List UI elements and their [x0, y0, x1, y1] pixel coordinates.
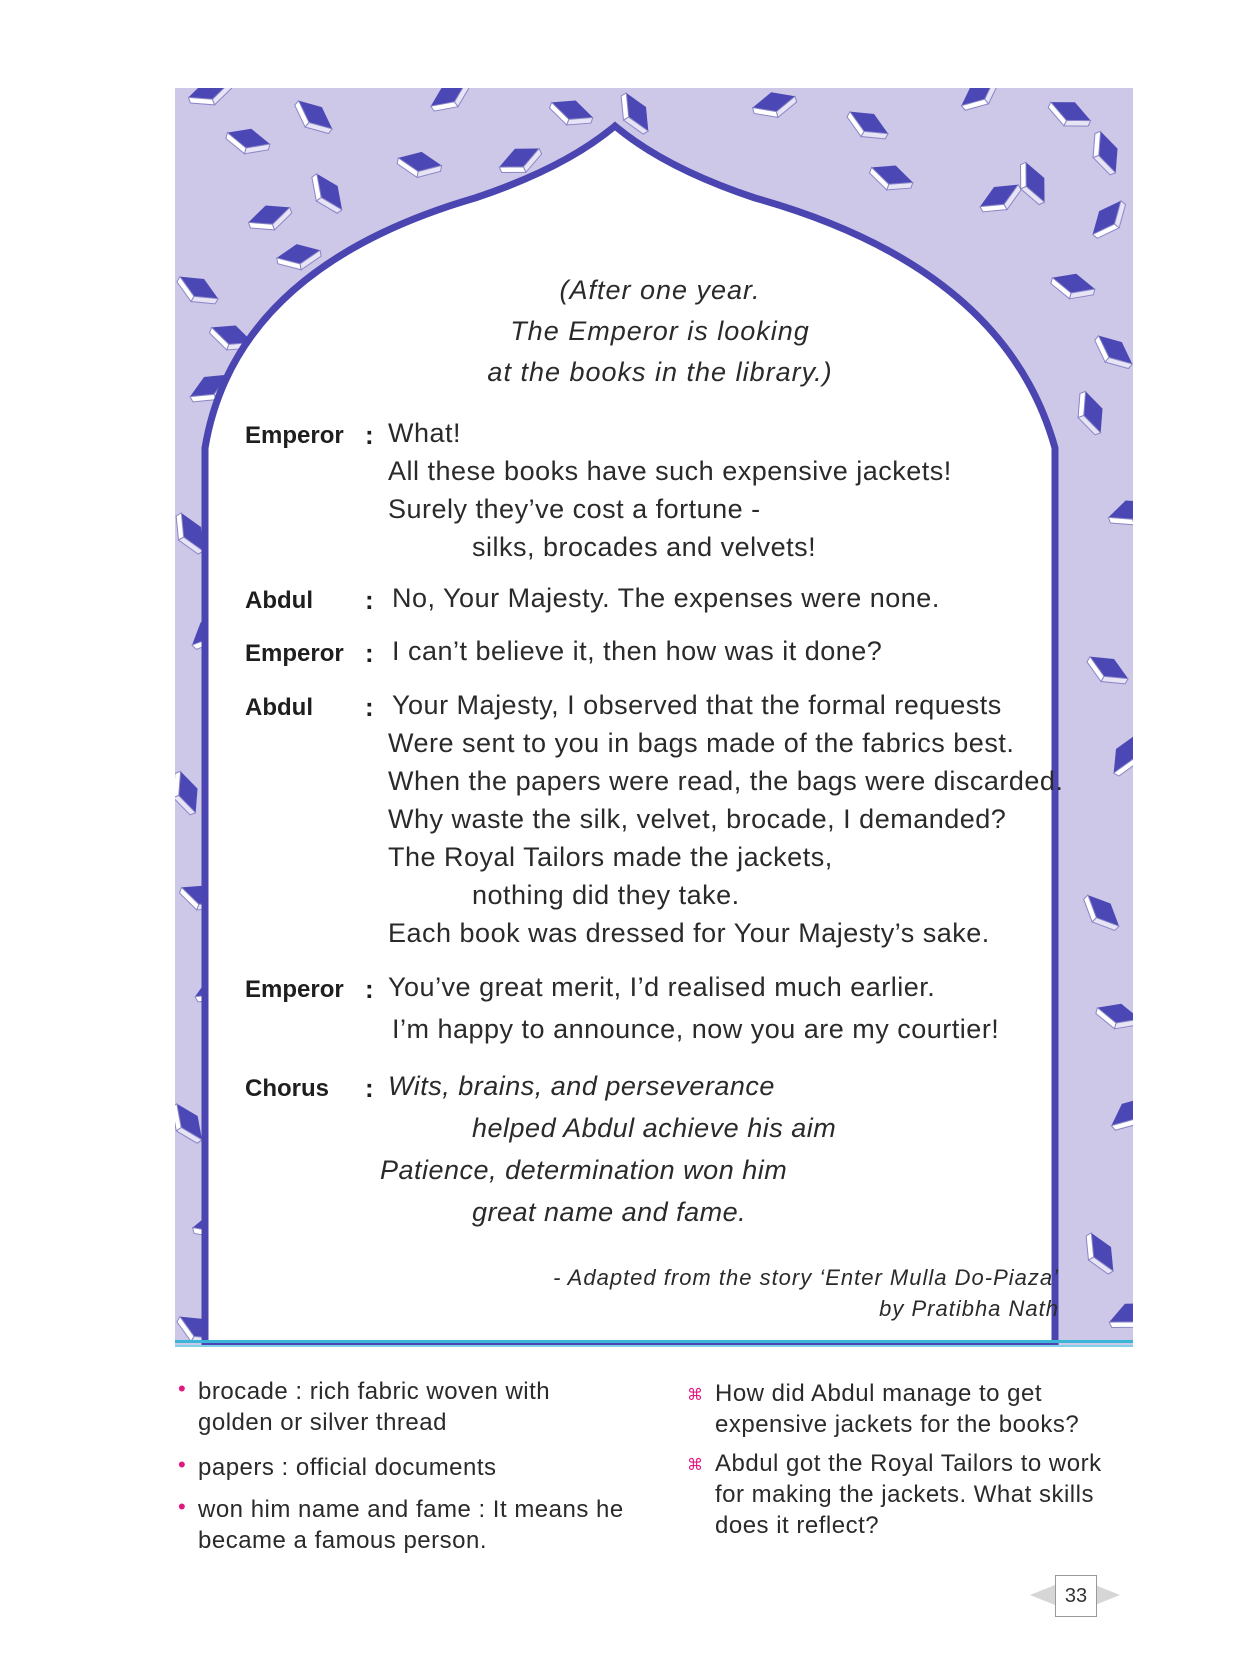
- glossary-item: brocade : rich fabric woven with golden or silver thread: [198, 1378, 551, 1436]
- speaker-name: Emperor: [245, 976, 344, 1003]
- bullet-icon: •: [178, 1494, 186, 1519]
- divider-rule: [175, 1340, 1133, 1343]
- stage-line: (After one year.: [559, 275, 761, 305]
- dialogue-line: great name and fame.: [472, 1197, 747, 1227]
- dialogue-line: You’ve great merit, I’d realised much earlier.: [388, 972, 936, 1002]
- question-item: How did Abdul manage to get expensive jackets for the books?: [715, 1380, 1080, 1438]
- speaker-name: Abdul: [245, 587, 313, 614]
- question-item: Abdul got the Royal Tailors to work for making the jackets. What skills does it reflect?: [715, 1450, 1102, 1539]
- dialogue-line: The Royal Tailors made the jackets,: [388, 842, 833, 872]
- source-credit: - Adapted from the story ‘Enter Mulla Do-Piaza’: [553, 1265, 1059, 1290]
- dialogue-line: No, Your Majesty. The expenses were none.: [392, 583, 940, 613]
- dialogue-line: silks, brocades and velvets!: [472, 532, 817, 562]
- speaker-name: Emperor: [245, 422, 344, 449]
- speaker-name: Chorus: [245, 1075, 329, 1102]
- stage-line: The Emperor is looking: [510, 316, 810, 346]
- dialogue-line: Patience, determination won him: [380, 1155, 788, 1185]
- dialogue-line: nothing did they take.: [472, 880, 740, 910]
- dialogue-line: Surely they’ve cost a fortune -: [388, 494, 761, 524]
- dialogue-line: Wits, brains, and perseverance: [388, 1071, 775, 1101]
- speaker-colon: :: [365, 974, 374, 1004]
- dialogue-line: When the papers were read, the bags were discarded.: [388, 766, 1064, 796]
- dialogue-line: I can’t believe it, then how was it done?: [392, 636, 883, 666]
- speaker-name: Abdul: [245, 694, 313, 721]
- speaker-colon: :: [365, 585, 374, 615]
- speaker-name: Emperor: [245, 640, 344, 667]
- stage-line: at the books in the library.): [487, 357, 833, 387]
- dialogue-line: All these books have such expensive jackets!: [388, 456, 952, 486]
- page-number-badge: [1030, 1575, 1120, 1621]
- page-number: 33: [1055, 1575, 1097, 1617]
- dialogue-line: I’m happy to announce, now you are my courtier!: [392, 1014, 1000, 1044]
- dialogue-line: helped Abdul achieve his aim: [472, 1113, 837, 1143]
- glossary-item: won him name and fame : It means he became a famous person.: [198, 1496, 624, 1554]
- bullet-icon: •: [178, 1452, 186, 1477]
- dialogue-line: Were sent to you in bags made of the fabrics best.: [388, 728, 1015, 758]
- dialogue-line: Your Majesty, I observed that the formal requests: [392, 690, 1002, 720]
- bullet-icon: •: [178, 1376, 186, 1401]
- speaker-colon: :: [365, 1073, 374, 1103]
- question-icon: ⌘: [687, 1457, 703, 1474]
- question-icon: ⌘: [687, 1387, 703, 1404]
- source-credit-author: by Pratibha Nath: [879, 1296, 1059, 1321]
- speaker-colon: :: [365, 638, 374, 668]
- dialogue-line: What!: [388, 418, 462, 448]
- speaker-colon: :: [365, 692, 374, 722]
- speaker-colon: :: [365, 420, 374, 450]
- dialogue-line: Each book was dressed for Your Majesty’s sake.: [388, 918, 990, 948]
- dialogue-line: Why waste the silk, velvet, brocade, I demanded?: [388, 804, 1007, 834]
- divider-rule: [175, 1345, 1133, 1347]
- stage-direction: [470, 270, 850, 393]
- glossary-item: papers : official documents: [198, 1454, 497, 1481]
